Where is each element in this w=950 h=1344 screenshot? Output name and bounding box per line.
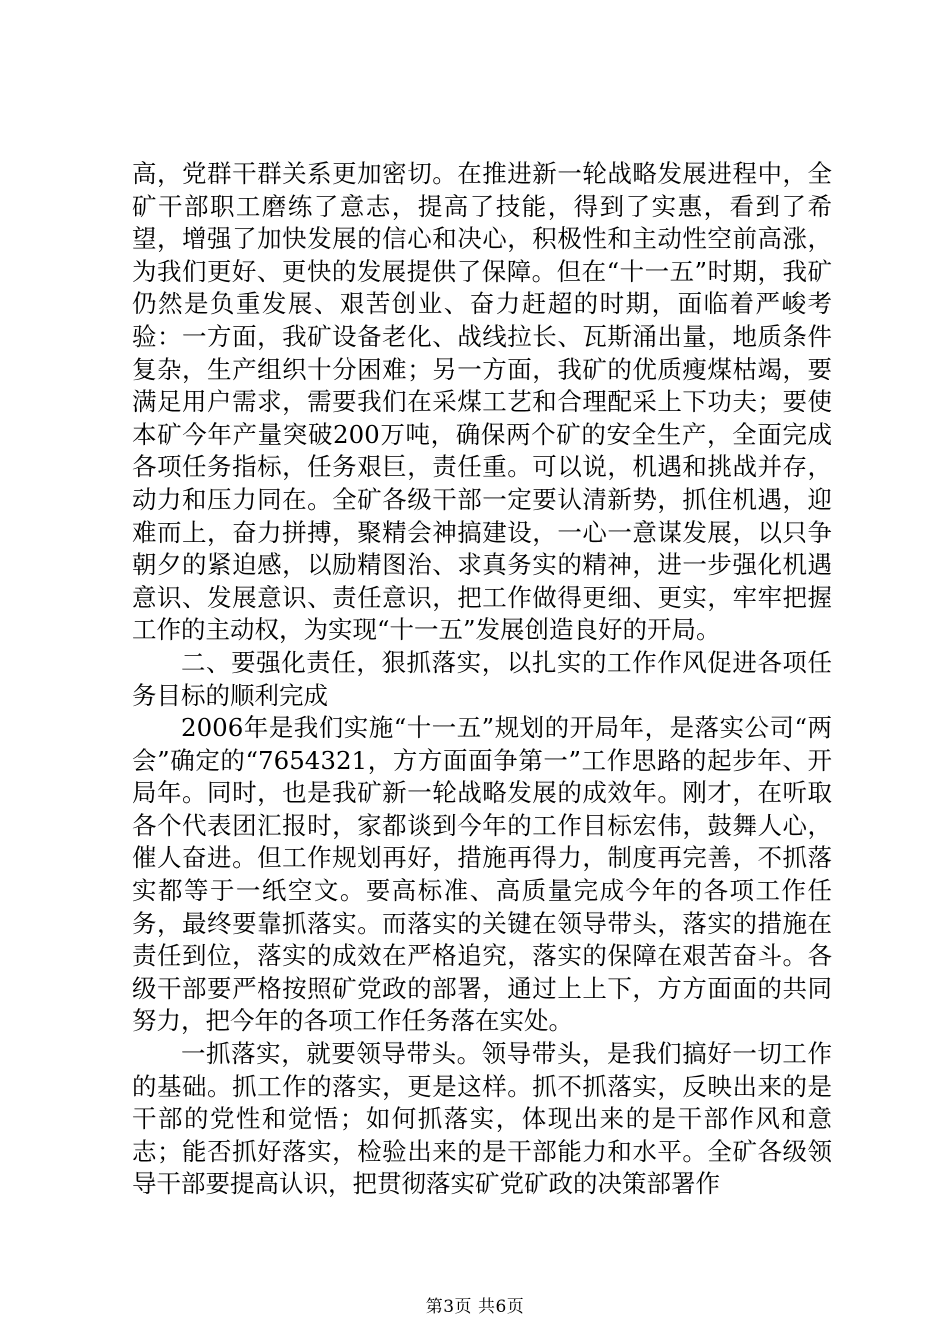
page-footer: 第3页 共6页 (425, 1297, 525, 1317)
section-heading: 二、要强化责任，狠抓落实，以扎实的工作作风促进各项任务目标的顺利完成 (132, 647, 832, 710)
paragraph: 一抓落实，就要领导带头。领导带头，是我们搞好一切工作的基础。抓工作的落实，更是这样。抓不抓落实，反映出来的是干部的党性和觉悟；如何抓落实，体现出来的是干部作风和意志；能否抓好落实，检验出来的是干部能力和水平。全矿各级领导干部要提高认识，把贯彻落实矿党矿政的决策部署作 (132, 1039, 832, 1199)
paragraph: 2006年是我们实施“十一五”规划的开局年，是落实公司“两会”确定的“7654321，方方面面争第一”工作思路的起步年、开局年。同时，也是我矿新一轮战略发展的成效年。刚才，在听取各个代表团汇报时，家都谈到今年的工作目标宏伟，鼓舞人心，催人奋进。但工作规划再好，措施再得力，制度再完善，不抓落实都等于一纸空文。要高标准、高质量完成今年的各项工作任务，最终要靠抓落实。而落实的关键在领导带头，落实的措施在责任到位，落实的成效在严格追究，落实的保障在艰苦奋斗。各级干部要严格按照矿党政的部署，通过上上下，方方面面的共同努力，把今年的各项工作任务落在实处。 (132, 713, 832, 1036)
paragraph-continued: 高，党群干群关系更加密切。在推进新一轮战略发展进程中，全矿干部职工磨练了意志，提高了技能，得到了实惠，看到了希望，增强了加快发展的信心和决心，积极性和主动性空前高涨，为我们更好、更快的发展提供了保障。但在“十一五”时期，我矿仍然是负重发展、艰苦创业、奋力赶超的时期，面临着严峻考验：一方面，我矿设备老化、战线拉长、瓦斯涌出量，地质条件复杂，生产组织十分困难；另一方面，我矿的优质瘦煤枯竭，要满足用户需求，需要我们在采煤工艺和合理配采上下功夫；要使本矿今年产量突破200万吨，确保两个矿的安全生产，全面完成各项任务指标，任务艰巨，责任重。可以说，机遇和挑战并存，动力和压力同在。全矿各级干部一定要认清新势，抓住机遇，迎难而上，奋力拼搏，聚精会神搞建设，一心一意谋发展，以只争朝夕的紧迫感，以励精图治、求真务实的精神，进一步强化机遇意识、发展意识、责任意识，把工作做得更细、更实，牢牢把握工作的主动权，为实现“十一五”发展创造良好的开局。 (132, 159, 832, 645)
document-body (132, 158, 832, 1201)
